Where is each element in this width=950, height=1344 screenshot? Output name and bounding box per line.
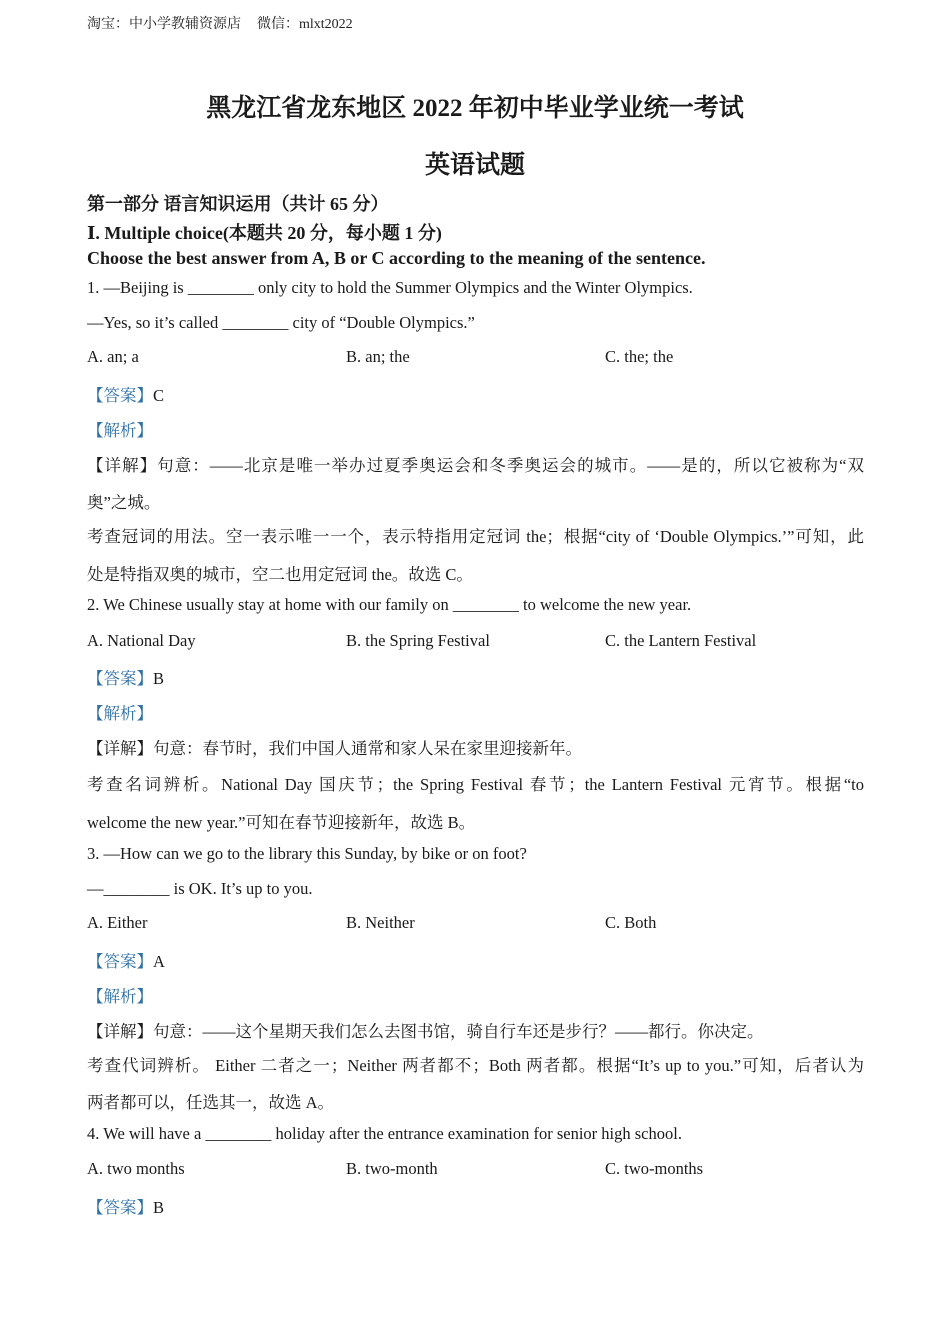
q1-option-a: A. an; a (87, 347, 139, 366)
q4-answer-value: B (153, 1198, 165, 1217)
answer-label: 【答案】 (87, 1198, 153, 1217)
q2-option-c: C. the Lantern Festival (605, 631, 757, 650)
q1-option-c: C. the; the (605, 347, 674, 366)
header-shop: 淘宝：中小学教辅资源店 (87, 17, 241, 32)
q1-detail-2: 奥”之城。 (87, 493, 161, 512)
section-heading: Ⅰ. Multiple choice(本题共 20 分，每小题 1 分) (87, 223, 442, 243)
q3-analysis-label: 【解析】 (87, 987, 153, 1006)
q3-answer (87, 948, 165, 972)
q1-detail: 【详解】句意：——北京是唯一举办过夏季奥运会和冬季奥运会的城市。——是的，所以它被称为“双 (87, 456, 864, 475)
q3-answer-value: A (153, 952, 165, 971)
q1-option-b: B. an; the (346, 347, 410, 366)
q2-option-b: B. the Spring Festival (346, 631, 490, 650)
q3-detail: 【详解】句意：——这个星期天我们怎么去图书馆，骑自行车还是步行？——都行。你决定。 (87, 1022, 764, 1041)
q2-analysis-label: 【解析】 (87, 704, 153, 723)
part-heading: 第一部分 语言知识运用（共计 65 分） (87, 194, 389, 214)
q3-option-a: A. Either (87, 913, 148, 932)
exam-title: 黑龙江省龙东地区 2022 年初中毕业学业统一考试 (206, 95, 744, 122)
q2-explanation-2: welcome the new year.”可知在春节迎接新年，故选 B。 (87, 813, 476, 832)
exam-subtitle: 英语试题 (424, 152, 525, 179)
instruction: Choose the best answer from A, B or C according to the meaning of the sentence. (87, 248, 706, 268)
q1-explanation-2: 处是特指双奥的城市，空二也用定冠词 the。故选 C。 (87, 565, 473, 584)
answer-label: 【答案】 (87, 386, 153, 405)
q1-answer (87, 382, 164, 406)
q2-answer (87, 665, 164, 689)
q1-explanation: 考查冠词的用法。空一表示唯一一个，表示特指用定冠词 the；根据“city of ‘Double Olympics.’”可知，此 (87, 527, 864, 546)
answer-label: 【答案】 (87, 669, 153, 688)
q3-option-b: B. Neither (346, 913, 415, 932)
q2-explanation: 考查名词辨析。National Day 国庆节；the Spring Festival 春节；the Lantern Festival 元宵节。根据“to (87, 775, 864, 794)
q4-option-a: A. two months (87, 1159, 185, 1178)
q2-option-a: A. National Day (87, 631, 196, 650)
q2-stem: 2. We Chinese usually stay at home with our family on ________ to welcome the new year. (87, 595, 692, 614)
answer-label: 【答案】 (87, 952, 153, 971)
q1-analysis-label: 【解析】 (87, 421, 153, 440)
q3-stem-2: —________ is OK. It’s up to you. (87, 879, 313, 898)
q1-stem: 1. —Beijing is ________ only city to hold the Summer Olympics and the Winter Olympics. (87, 278, 693, 297)
q3-option-c: C. Both (605, 913, 657, 932)
q3-explanation: 考查代词辨析。 Either 二者之一；Neither 两者都不；Both 两者都。根据“It’s up to you.”可知，后者认为 (87, 1056, 864, 1075)
q4-stem: 4. We will have a ________ holiday after the entrance examination for senior high school. (87, 1124, 682, 1143)
q4-option-b: B. two-month (346, 1159, 438, 1178)
q2-detail: 【详解】句意：春节时，我们中国人通常和家人呆在家里迎接新年。 (87, 739, 582, 758)
page-header (87, 13, 353, 33)
q3-explanation-2: 两者都可以，任选其一，故选 A。 (87, 1093, 335, 1112)
q2-answer-value: B (153, 669, 165, 688)
q3-stem: 3. —How can we go to the library this Sunday, by bike or on foot? (87, 844, 527, 863)
header-wechat: 微信：mlxt2022 (257, 17, 353, 32)
q1-answer-value: C (153, 386, 165, 405)
q4-answer (87, 1194, 164, 1218)
q4-option-c: C. two-months (605, 1159, 704, 1178)
q1-stem-2: —Yes, so it’s called ________ city of “Double Olympics.” (87, 313, 475, 332)
